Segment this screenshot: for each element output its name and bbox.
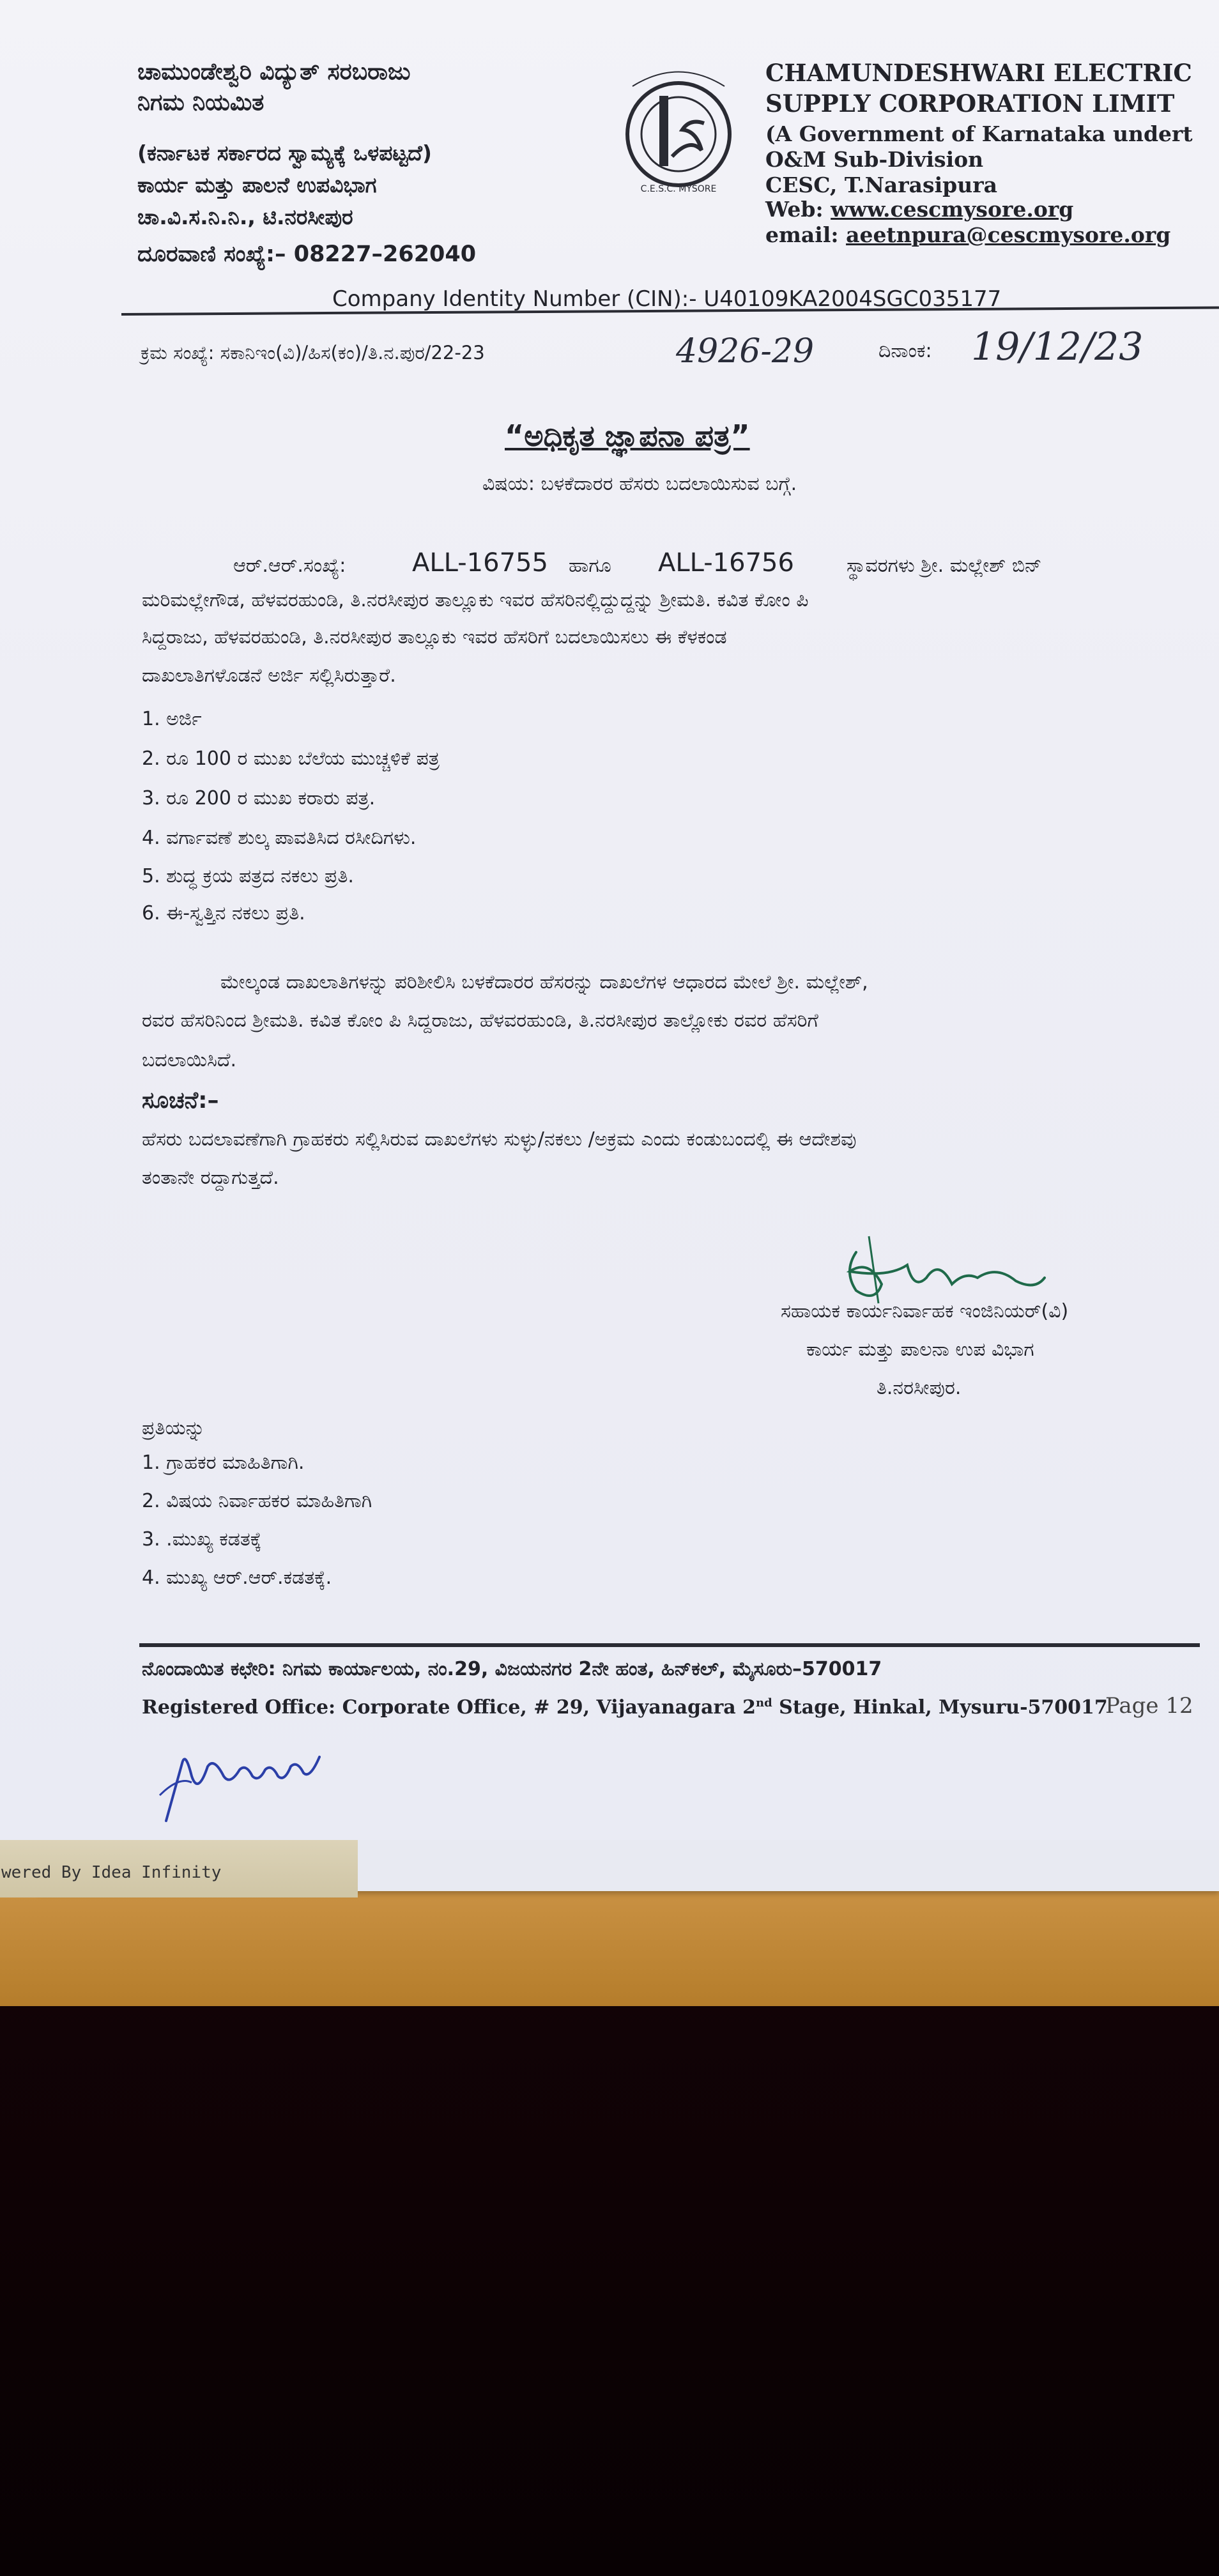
cesc-logo [620, 61, 738, 195]
tape-label: wered By Idea Infinity [1, 1863, 222, 1882]
footer-en-sup: nd [756, 1696, 772, 1710]
header-web [765, 197, 1073, 222]
para2-line-3: ಬದಲಾಯಿಸಿದೆ. [142, 1049, 236, 1071]
ink-initial [153, 1738, 345, 1827]
document-title: “ಅಧಿಕೃತ ಜ್ಞಾಪನಾ ಪತ್ರ” [505, 418, 750, 453]
header-en-line-2: SUPPLY CORPORATION LIMIT [765, 89, 1175, 118]
rr-number-2: ALL-16756 [658, 548, 794, 578]
copy-item: 4. ಮುಖ್ಯ ಆರ್.ಆರ್.ಕಡತಕ್ಕೆ. [142, 1567, 332, 1589]
footer-rule [139, 1643, 1200, 1647]
para1-and: ಹಾಗೂ [569, 555, 611, 577]
para1-rest: ಸ್ಥಾವರಗಳು ಶ್ರೀ. ಮಲ್ಲೇಶ್ ಬಿನ್ [847, 555, 1042, 577]
signatory-designation: ಸಹಾಯಕ ಕಾರ್ಯನಿರ್ವಾಹಕ ಇಂಜಿನಿಯರ್(ವಿ) [781, 1300, 1069, 1322]
header-en-line-4: O&M Sub-Division [765, 147, 984, 172]
document-item: 3. ರೂ 200 ರ ಮುಖ ಕರಾರು ಪತ್ರ. [142, 787, 376, 809]
footer-en [142, 1696, 1108, 1719]
cin-line: Company Identity Number (CIN):- U40109KA2004SGC035177 [332, 286, 1002, 312]
footer-en-part-1: Registered Office: Corporate Office, # 29, Vijayanagara 2 [142, 1696, 756, 1719]
web-label: Web: [765, 197, 824, 222]
document-item: 4. ವರ್ಗಾವಣೆ ಶುಲ್ಕ ಪಾವತಿಸಿದ ರಸೀದಿಗಳು. [142, 827, 417, 849]
note-heading: ಸೂಚನೆ:– [142, 1087, 219, 1114]
ref-label: ಕ್ರಮ ಸಂಖ್ಯೆ: ಸಕಾನಿಇಂ(ವಿ)/ಹಿಸ(ಕಂ)/ತಿ.ನ.ಪುರ/22-23 [141, 342, 485, 364]
para1-line-3: ಸಿದ್ದರಾಜು, ಹೆಳವರಹುಂಡಿ, ತಿ.ನರಸೀಪುರ ತಾಲ್ಲೂಕು ಇವರ ಹೆಸರಿಗೆ ಬದಲಾಯಿಸಲು ಈ ಕೆಳಕಂಡ [142, 626, 727, 648]
para2-line-2: ರವರ ಹೆಸರಿನಿಂದ ಶ್ರೀಮತಿ. ಕವಿತ ಕೋಂ ಪಿ ಸಿದ್ದರಾಜು, ಹೆಳವರಹುಂಡಿ, ತಿ.ನರಸೀಪುರ ತಾಲ್ಲೋಕು ರವರ ಹೆಸರಿಗೆ [142, 1009, 818, 1032]
header-en-line-3: (A Government of Karnataka undert [765, 121, 1193, 146]
subject-line: ವಿಷಯ: ಬಳಕೆದಾರರ ಹೆಸರು ಬದಲಾಯಿಸುವ ಬಗ್ಗೆ. [482, 473, 797, 495]
para2-line-1: ಮೇಲ್ಕಂಡ ದಾಖಲಾತಿಗಳನ್ನು ಪರಿಶೀಲಿಸಿ ಬಳಕೆದಾರರ ಹೆಸರನ್ನು ದಾಖಲೆಗಳ ಆಧಾರದ ಮೇಲೆ ಶ್ರೀ. ಮಲ್ಲೇಶ್, [220, 971, 868, 993]
copy-item: 2. ವಿಷಯ ನಿರ್ವಾಹಕರ ಮಾಹಿತಿಗಾಗಿ [142, 1490, 372, 1512]
copies-heading: ಪ್ರತಿಯನ್ನು [142, 1417, 205, 1439]
footer-kn: ನೊಂದಾಯಿತ ಕಛೇರಿ: ನಿಗಮ ಕಾರ್ಯಾಲಯ, ನಂ.29, ವಿಜಯನಗರ 2ನೇ ಹಂತ, ಹಿನ್‌ಕಲ್, ಮೈಸೂರು–570017 [142, 1658, 882, 1680]
document-item: 6. ಈ-ಸ್ವತ್ತಿನ ನಕಲು ಪ್ರತಿ. [142, 902, 305, 924]
footer-en-part-2: Stage, Hinkal, Mysuru-570017 [772, 1696, 1108, 1719]
header-kn-line-2: ನಿಗಮ ನಿಯಮಿತ [137, 89, 264, 116]
para1-lead: ಆರ್.ಆರ್.ಸಂಖ್ಯೆ: [233, 555, 346, 577]
email-label: email: [765, 222, 839, 247]
copy-item: 1. ಗ್ರಾಹಕರ ಮಾಹಿತಿಗಾಗಿ. [142, 1452, 305, 1474]
para1-line-2: ಮರಿಮಲ್ಲೇಗೌಡ, ಹೆಳವರಹುಂಡಿ, ತಿ.ನರಸೀಪುರ ತಾಲ್ಲೂಕು ಇವರ ಹೆಸರಿನಲ್ಲಿದ್ದುದ್ದನ್ನು ಶ್ರೀಮತಿ. ಕವಿತ ಕೋಂ ಪಿ [142, 589, 809, 611]
header-kn-line-3: (ಕರ್ನಾಟಕ ಸರ್ಕಾರದ ಸ್ವಾಮ್ಯಕ್ಕೆ ಒಳಪಟ್ಟದೆ) [137, 141, 432, 165]
header-kn-line-4: ಕಾರ್ಯ ಮತ್ತು ಪಾಲನೆ ಉಪವಿಭಾಗ [137, 172, 377, 197]
page-number: Page 12 [1105, 1693, 1193, 1719]
email-link[interactable]: aeetnpura@cescmysore.org [846, 222, 1171, 247]
document-item: 2. ರೂ 100 ರ ಮುಖ ಬೆಲೆಯ ಮುಚ್ಚಳಿಕೆ ಪತ್ರ [142, 747, 440, 770]
ref-number: 4926-29 [676, 332, 815, 371]
header-kn-line-1: ಚಾಮುಂಡೇಶ್ವರಿ ವಿದ್ಯುತ್ ಸರಬರಾಜು [137, 59, 411, 85]
header-kn-line-5: ಚಾ.ವಿ.ಸ.ನಿ.ನಿ., ಟಿ.ನರಸೀಪುರ [137, 204, 353, 229]
web-link[interactable]: www.cescmysore.org [831, 197, 1074, 222]
para1-line-4: ದಾಖಲಾತಿಗಳೊಡನೆ ಅರ್ಜಿ ಸಲ್ಲಿಸಿರುತ್ತಾರೆ. [142, 664, 396, 687]
date-value: 19/12/23 [971, 325, 1144, 369]
signatory-place: ತಿ.ನರಸೀಪುರ. [877, 1377, 962, 1399]
header-email [765, 222, 1170, 247]
background-fabric [0, 1981, 1219, 2576]
note-line-1: ಹೆಸರು ಬದಲಾವಣೆಗಾಗಿ ಗ್ರಾಹಕರು ಸಲ್ಲಿಸಿರುವ ದಾಖಲೆಗಳು ಸುಳ್ಳು/ನಕಲು /ಅಕ್ರಮ ಎಂದು ಕಂಡುಬಂದಲ್ಲಿ ಈ ಆದೇಶವು [142, 1128, 857, 1151]
header-en-line-5: CESC, T.Narasipura [765, 172, 997, 197]
header-en-line-1: CHAMUNDESHWARI ELECTRIC [765, 59, 1192, 87]
header-kn-line-6: ದೂರವಾಣಿ ಸಂಖ್ಯೆ:– 08227–262040 [137, 241, 477, 267]
document-item: 1. ಅರ್ಜಿ [142, 708, 202, 730]
note-line-2: ತಂತಾನೇ ರದ್ದಾಗುತ್ತದೆ. [142, 1167, 279, 1189]
date-label: ದಿನಾಂಕ: [878, 340, 932, 362]
document-item: 5. ಶುದ್ಧ ಕ್ರಯ ಪತ್ರದ ನಕಲು ಪ್ರತಿ. [142, 865, 354, 887]
svg-text:C.E.S.C. MYSORE: C.E.S.C. MYSORE [640, 184, 717, 194]
signatory-office: ಕಾರ್ಯ ಮತ್ತು ಪಾಲನಾ ಉಪ ವಿಭಾಗ [806, 1338, 1034, 1361]
copy-item: 3. .ಮುಖ್ಯ ಕಡತಕ್ಕೆ [142, 1528, 262, 1551]
rr-number-1: ALL-16755 [412, 548, 548, 578]
